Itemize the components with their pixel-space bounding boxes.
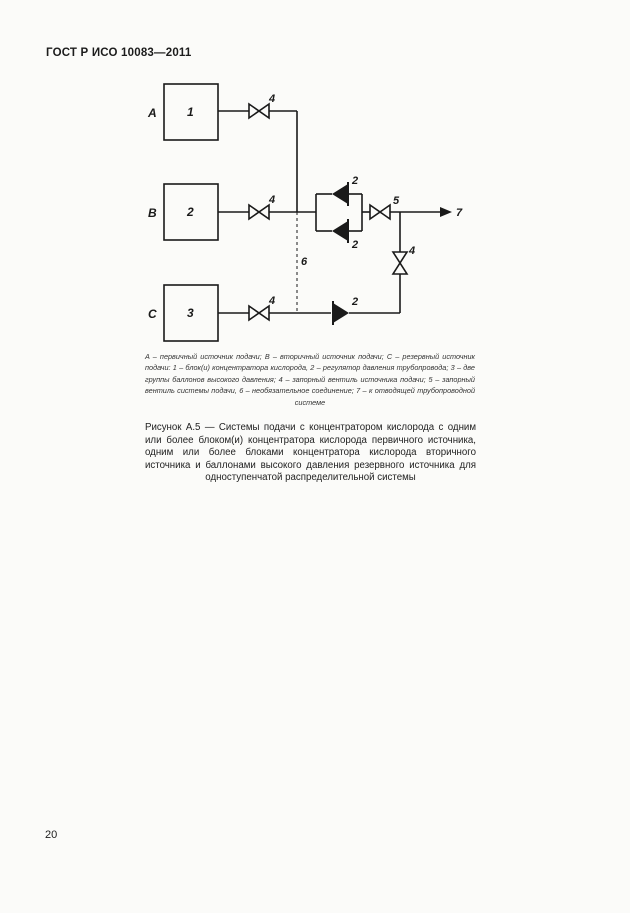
document-header: ГОСТ Р ИСО 10083—2011 [46, 47, 192, 59]
regulator-top-icon [332, 182, 348, 206]
callout-valve-c: 4 [269, 295, 276, 307]
source-label-b: B [148, 206, 157, 220]
source-label-a: A [148, 106, 157, 120]
figure-legend: A – первичный источник подачи; B – вторичный источник подачи; C – резервный источник подачи: 1 – блок(и) концентратора кислорода, 2 – регулятор давления трубопровода; 3 – две группы баллонов высокого давления; 4 – запорный вентиль источника подачи; 5 – запорный вентиль системы подачи, 6 – необязательное соединение; 7 – к отводящей трубопроводной системе [145, 352, 475, 407]
shutoff-valve-a-icon [249, 104, 269, 118]
figure-caption: Рисунок А.5 — Системы подачи с концентратором кислорода с одним или более блоком(и) концентратора кислорода первичного источника, одним или более блоками концентратора кислорода вторичного источника и баллонами высокого давления резервного источника для одноступенчатой распределительной системы [145, 422, 476, 484]
unit-number-1: 1 [187, 105, 194, 119]
callout-optional-link: 6 [301, 256, 308, 268]
callout-regulator-bottom: 2 [352, 239, 359, 251]
shutoff-valve-b-icon [249, 205, 269, 219]
callout-regulator-top: 2 [352, 175, 359, 187]
callout-outlet: 7 [456, 207, 463, 219]
unit-number-2: 2 [187, 205, 194, 219]
callout-regulator-c: 2 [352, 296, 359, 308]
shutoff-valve-c-icon [249, 306, 269, 320]
source-label-c: C [148, 307, 157, 321]
system-shutoff-valve-icon [370, 205, 390, 219]
callout-main-valve: 5 [393, 195, 400, 207]
regulator-c-icon [333, 301, 349, 325]
regulator-bottom-icon [332, 219, 348, 243]
outlet-arrow-icon [440, 207, 452, 217]
callout-valve-b: 4 [269, 194, 276, 206]
page-number: 20 [45, 829, 58, 841]
unit-number-3: 3 [187, 306, 194, 320]
callout-valve-a: 4 [269, 93, 276, 105]
callout-vertical-valve: 4 [409, 245, 416, 257]
vertical-shutoff-valve-icon [393, 252, 407, 274]
